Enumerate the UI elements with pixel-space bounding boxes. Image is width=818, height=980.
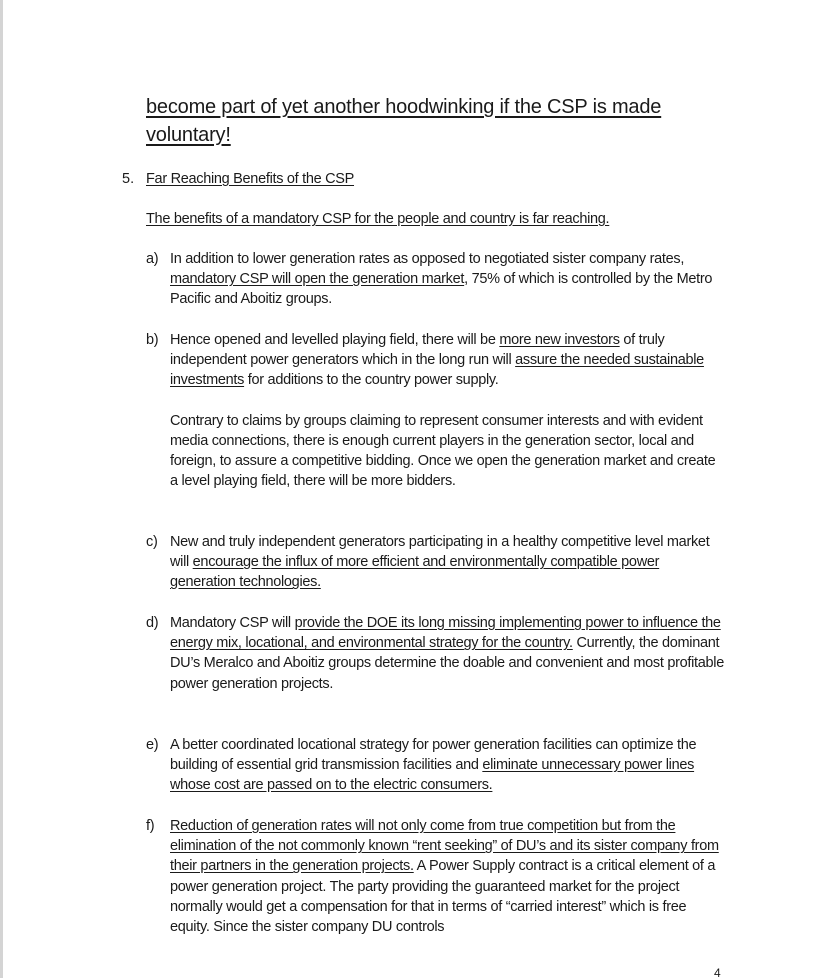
intro-line-2: voluntary! [146,124,231,146]
list-item-d [146,613,726,694]
list-item-text: Reduction of generation rates will not only come from true competition but from the elimination of the not commonly known “rent seeking” of DU’s and its sister company from their partners in the generation projects. A Power Supply contract is a critical element of a power generation project. The party providing the guaranteed market for the project normally would get a compensation for that in terms of “carried interest” which is free equity. Since the sister company DU controls [170,818,719,936]
page-edge [0,0,3,978]
intro-line-1: become part of yet another hoodwinking if the CSP is made [146,96,662,118]
list-item-a [146,249,726,310]
list-item-label: a) [146,251,159,267]
list-item-b [146,330,726,491]
page-number: 4 [714,966,721,980]
list-item-label: b) [146,332,159,348]
section-number: 5. [122,171,135,187]
section-title: Far Reaching Benefits of the CSP [146,171,355,187]
section-lead: The benefits of a mandatory CSP for the people and country is far reaching. [146,211,610,227]
list-item-label: d) [146,615,159,631]
list-item-text: New and truly independent generators participating in a healthy competitive level market will encourage the influx of more efficient and environmentally compatible power generation technologies. [170,534,710,591]
list-item-e [146,735,726,796]
list-item-label: c) [146,534,158,550]
list-item-paragraph: Contrary to claims by groups claiming to represent consumer interests and with evident media connections, there is enough current players in the generation sector, local and foreign, to assure a competitive bidding. Once we open the generation market and create a level playing field, there will be more bidders. [170,412,716,490]
list-item-text: Hence opened and levelled playing field, there will be more new investors of truly independent power generators which in the long run will assure the needed sustainable investments for additions to the country power supply. [170,332,704,389]
list-item-c [146,532,726,593]
list-item-label: f) [146,818,155,834]
list-item-text: A better coordinated locational strategy for power generation facilities can optimize the building of essential grid transmission facilities and eliminate unnecessary power lines whose cost are passed on to the electric consumers. [170,737,697,794]
list-item-f [146,816,726,937]
list-item-text: In addition to lower generation rates as opposed to negotiated sister company rates, mandatory CSP will open the generation market, 75% of which is controlled by the Metro Pacific and Aboitiz groups. [170,251,713,308]
list-item-label: e) [146,737,159,753]
intro-text [146,93,746,149]
list-item-text: Mandatory CSP will provide the DOE its long missing implementing power to influence the energy mix, locational, and environmental strategy for the country. Currently, the dominant DU’s Meralco and Aboitiz groups determine the doable and convenient and most profitable power generation projects. [170,615,724,692]
